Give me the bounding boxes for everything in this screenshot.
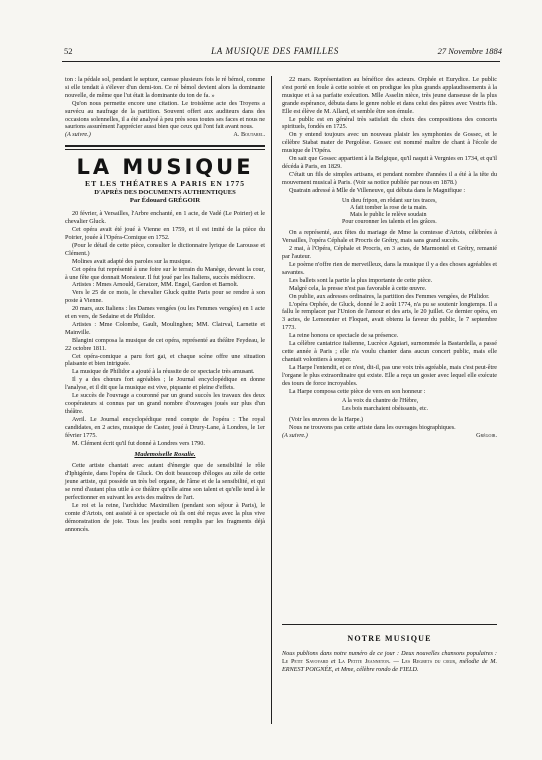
article-paragraph: Cet opéra avait été joué à Vienne en 1759, et il est imité de la pièce du Poirier, jouée à l'Opéra-Comique en 1752. bbox=[65, 226, 265, 241]
to-be-continued: (A suivre.) bbox=[65, 131, 91, 139]
article-paragraph: Nous ne trouvons pas cette artiste dans les ouvrages biographiques. bbox=[289, 423, 456, 431]
article-paragraph: On a représenté, aux fêtes du mariage de Mme la comtesse d'Artois, célébrées à Versailles, l'opéra Céphale et Procris de Grétry, mais sans grand succès. bbox=[282, 229, 497, 245]
article-paragraph: C'était un fils de simples artisans, et pendant nombre d'années il a été à la tête du mouvement musical à Paris. (Voir sa notice publiée par nous en 1878.) bbox=[282, 170, 497, 186]
section-separator bbox=[65, 145, 265, 150]
article-paragraph: On y entend toujours avec un nouveau plaisir les symphonies de Gossec, et le célèbre Stabat mater de Pergolèse. Gossec est nommé maître de chant à l'école de musique de l'Opéra. bbox=[282, 131, 497, 155]
poem-line: A fait tomber la rose de ta main. bbox=[350, 204, 428, 211]
article-paragraph: La Harpe l'entendit, et ce n'est, dit-il, pas une voix très agréable, mais c'est peut-être l'organe le plus extraordinaire qui existe. Elle a reçu un gosier avec lequel elle exécute des tours de force incroyables. bbox=[282, 363, 497, 387]
page-number: 52 bbox=[64, 46, 73, 56]
article-paragraph: Les ballets sont la partie la plus importante de cette pièce. bbox=[289, 276, 433, 284]
article-paragraph: Malgré cela, la presse n'est pas favorable à cette œuvre. bbox=[289, 284, 427, 292]
note-text: et bbox=[328, 657, 339, 665]
article-paragraph: Avril. Le Journal encyclopédique rend compte de l'opéra : The royal candidates, en 2 actes, musique de Caster, joué à Drury-Lane, à Londres, le 1er février 1775. bbox=[65, 415, 265, 439]
article-paragraph: Le poème n'offre rien de merveilleux, dans la musique il y a des choses agréables et savantes. bbox=[282, 261, 497, 276]
article-paragraph: Le roi et la reine, l'archiduc Maximilien (pendant son séjour à Paris), le comte d'Artois, ont assisté à ce spectacle où ils ont été reçus avec la plus vive démonstration de joie. Tous les jeudis sont remplis par les fragments déjà annoncés. bbox=[65, 501, 265, 533]
article-paragraph: 20 mars, aux Italiens : les Dames vengées (ou les Femmes vengées) en 1 acte et en vers, de Sedaine et de Philidor. bbox=[65, 305, 265, 321]
article-byline: Par Édouard GRÉGOIR bbox=[129, 197, 201, 205]
article-paragraph: Le public est en général très satisfait du choix des compositions des concerts spirituels, fondés en 1725. bbox=[282, 115, 497, 131]
article-paragraph: Le succès de l'ouvrage a couronné par un grand succès les travaux des deux coopérateurs si connus par un grand nombre d'ouvrages joués sur plus d'un théâtre. bbox=[65, 392, 265, 415]
article-paragraph: La reine honora ce spectacle de sa présence. bbox=[289, 332, 399, 340]
article-paragraph: Blangini composa la musique de cet opéra, représenté au théâtre Feydeau, le 22 octobre 1811. bbox=[65, 336, 265, 352]
article-subtitle: ET LES THÉATRES A PARIS EN 1775 bbox=[85, 179, 245, 189]
note-text: mélodie de M. ERNEST POIGNÉE, et Mme, célèbre rondo de FIELD. bbox=[282, 657, 497, 673]
article-paragraph: 20 février, à Versailles, l'Arbre enchanté, en 1 acte, de Vadé (Le Poirier) et le chevalier Gluck. bbox=[65, 210, 265, 226]
music-section bbox=[282, 624, 497, 674]
article-paragraph: Artistes : Mme Colombe, Gault, Moulinghen; MM. Clairval, Larnette et Mainville. bbox=[65, 320, 265, 336]
article-paragraph: Artistes : Mmes Arnould, Geraizer, MM. Engel, Gardon et Barnolt. bbox=[72, 281, 239, 289]
article-paragraph: La Harpe composa cette pièce de vers en son honneur : bbox=[289, 387, 426, 395]
poem-line: A la voix du chantre de l'Hèbre, bbox=[342, 398, 419, 405]
article-paragraph: (Voir les œuvres de la Harpe.) bbox=[289, 415, 364, 423]
poem-line: Les bois marchaient obéissants, etc. bbox=[342, 405, 428, 412]
issue-date: 27 Novembre 1884 bbox=[437, 46, 502, 56]
article-paragraph: L'opéra Orphée, de Gluck, donné le 2 août 1774, n'a pu se soutenir longtemps. Il a fallu le remplacer par l'Union de l'amour et des arts, le 20 juillet. Ce dernier opéra, en 3 actes, de Lemonnier et Floquet, avait obtenu la faveur du public, le 7 septembre 1773. bbox=[282, 300, 497, 332]
music-rule bbox=[282, 624, 497, 625]
article-paragraph: Il y a des chœurs fort agréables ; le Journal encyclopédique en donne l'analyse, et il dit que la musique est vive, piquante et pleine d'effets. bbox=[65, 376, 265, 392]
author-signature: A. Boutarel. bbox=[233, 131, 265, 139]
article-paragraph: On publie, aux adresses ordinaires, la partition des Femmes vengées, de Philidor. bbox=[289, 292, 490, 300]
article-paragraph: Vers le 25 de ce mois, le chevalier Gluck quitte Paris pour se rendre à son poste à Vienne. bbox=[65, 289, 265, 305]
header-rule bbox=[62, 61, 500, 62]
left-column bbox=[65, 76, 265, 534]
article-paragraph: On sait que Gossec appartient à la Belgique, qu'il naquit à Vergnies en 1734, et qu'il décéda à Paris, en 1829. bbox=[282, 155, 497, 170]
article-paragraph: (Pour le détail de cette pièce, consulter le dictionnaire lyrique de Larousse et Clément.) bbox=[65, 241, 265, 257]
intro-paragraph: ton : la pédale sol, pendant le septuor, caresse plusieurs fois le ré bémol, comme si elle tendait à s'élever d'un demi-ton. Ce ré bémol devient alors la dominante nouvelle, de même que l'ut était la dominante du ton de fa. » bbox=[65, 76, 265, 99]
intro-paragraph: Qu'on nous permette encore une citation. Le troisième acte des Troyens a survécu au naufrage de la partition. Souvent offert aux auditeurs dans des occasions solennelles, il a été analysé à peu près sous toutes ses faces et nous ne saurions assurément l'apprécier aussi bien que ceux qui l'ont fait avant nous. bbox=[65, 99, 265, 131]
poem-line: Pour couronner les talents et les grâces. bbox=[342, 219, 437, 226]
poem-line: Mais le public le relève soudain bbox=[350, 212, 427, 218]
journal-title: LA MUSIQUE DES FAMILLES bbox=[211, 46, 339, 56]
page-header bbox=[48, 44, 502, 58]
article-attribution bbox=[282, 432, 497, 440]
music-note bbox=[282, 650, 497, 674]
article-subtitle-2: D'APRÈS DES DOCUMENTS AUTHENTIQUES bbox=[94, 189, 236, 197]
intro-attribution bbox=[65, 131, 265, 139]
section-subhead: Mademoiselle Rosalie. bbox=[134, 451, 196, 459]
author-signature: Grégoir. bbox=[476, 431, 497, 439]
article-paragraph: Cette artiste chantait avec autant d'énergie que de sensibilité le rôle d'Iphigénie, dans l'opéra de Gluck. On doit beaucoup d'éloges au zèle de cette jeune artiste, qui possède un très bel organe, de l'âme et de la sensibilité, et qui se rend d'autant plus utile à ce théâtre qu'elle aime son talent et qu'elle tend à le perfectionner en suivant les avis des maîtres de l'art. bbox=[65, 462, 265, 501]
article-paragraph: La musique de Philidor a ajouté à la réussite de ce spectacle très amusant. bbox=[72, 368, 255, 376]
article-paragraph: La célèbre cantatrice italienne, Lucrèce Aguiari, surnommée la Bastardella, a passé cette année à Paris ; elle n'a voulu chanter dans aucun concert public, mais elle chantait volontiers à souper. bbox=[282, 340, 497, 363]
article-title: LA MUSIQUE bbox=[76, 155, 254, 180]
article-paragraph: 22 mars. Représentation au bénéfice des acteurs. Orphée et Eurydice. Le public s'est porté en foule à cette soirée et on prodigue les plus grands applaudissements à la musique et à sa parfaite exécution. Mlle Asselin nièce, très jeune danseuse de la plus grande espérance, débuta dans le genre noble et dans celui des pâtres avec Vestris fils. Elle est élève de M. Allard, et semble être son émule. bbox=[282, 76, 497, 115]
song-title: Les Regrets du cœur, bbox=[401, 657, 457, 665]
verse-quote bbox=[342, 398, 497, 412]
article-paragraph: Cet opéra fut représenté à une foire sur le terrain du Manège, devant la cour, à une fête que donnait Monsieur. Il fut joué par les Italiens, succès médiocre. bbox=[65, 265, 265, 281]
music-section-title: NOTRE MUSIQUE bbox=[347, 634, 432, 643]
right-column bbox=[282, 76, 497, 440]
column-divider bbox=[271, 76, 272, 724]
note-intro: Nous publions dans notre numéro de ce jour : Deux nouvelles chansons populaires : bbox=[282, 650, 497, 657]
article-paragraph: Molines avait adapté des paroles sur la musique. bbox=[72, 257, 192, 265]
song-title: Le Petit Savoyard bbox=[282, 657, 329, 665]
poem-line: Un dieu fripon, en rôdant sur tes traces, bbox=[342, 197, 437, 204]
article-paragraph: Cet opéra-comique a paru fort gai, et chaque scène offre une situation plaisante et bien intriguée. bbox=[65, 352, 265, 368]
article-paragraph: Quatrain adressé à Mlle de Villeneuve, qui débuta dans le Magnifique : bbox=[289, 186, 466, 194]
to-be-continued: (A suivre.) bbox=[282, 431, 308, 439]
quatrain-poem bbox=[342, 198, 497, 227]
article-paragraph: 2 mai, à l'Opéra, Céphale et Procris, en 3 actes, de Marmontel et Grétry, remanié par l'auteur. bbox=[282, 245, 497, 261]
song-title: La Petite Jeanneton. bbox=[338, 657, 391, 665]
article-paragraph: M. Clément écrit qu'il fut donné à Londres vers 1790. bbox=[72, 439, 205, 447]
note-text: — bbox=[390, 657, 402, 665]
